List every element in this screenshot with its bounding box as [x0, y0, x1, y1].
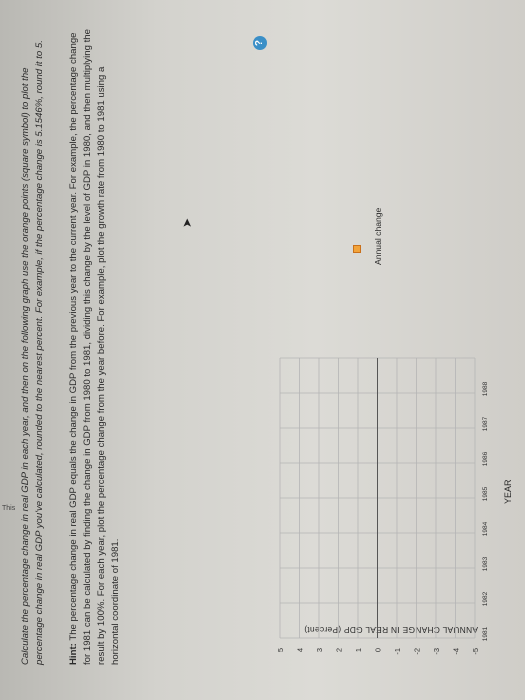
mouse-cursor-icon: ➤ [180, 217, 194, 228]
y-tick-label: -1 [393, 648, 402, 655]
question-mark-icon[interactable]: ? [253, 36, 267, 50]
y-tick-label: -3 [432, 648, 441, 655]
question-text: Calculate the percentage change in real GDP in each year, and then on the following graph use the orange points (square symbol) to plot the percentage change in real GDP you've calculated, rounded to the nearest percent. For example, if the percentage change is 5.1546%, round it to 5. [20, 40, 45, 665]
y-tick-label: -5 [471, 648, 480, 655]
hint-paragraph [67, 25, 123, 665]
y-tick-labels [276, 648, 480, 655]
legend-label: Annual change [373, 207, 383, 265]
x-tick-label: 1985 [482, 486, 489, 502]
y-tick-label: 4 [295, 648, 305, 653]
x-tick-label: 1982 [482, 591, 489, 607]
y-tick-label: 0 [373, 648, 383, 653]
orange-square-point-tool[interactable] [353, 245, 361, 253]
x-axis-label: YEAR [503, 479, 513, 504]
x-tick-label: 1983 [482, 556, 489, 572]
graph-panel [180, 0, 520, 690]
x-tick-labels [482, 381, 489, 641]
chart-svg[interactable] [245, 0, 520, 690]
y-tick-label: 1 [354, 648, 363, 653]
x-tick-label: 1986 [482, 451, 489, 467]
y-tick-label: -2 [412, 648, 422, 655]
y-tick-label: -4 [451, 648, 461, 655]
truncated-text: This [2, 505, 16, 512]
x-tick-label: 1988 [482, 381, 489, 397]
hint-text: The percentage change in real GDP equals the change in GDP from the previous year to the current year. For example, the percentage change for 1981 can be calculated by finding the change in GDP from 1980 to 1981, dividing this change by the level of GDP in 1980, and then multiplying the result by 100%. For each year, plot the percentage change from the year before. For example, plot the growth rate from 1980 to 1981 using a horizontal coordinate of 1981. [68, 29, 121, 665]
grid-lines [280, 358, 475, 638]
hint-label: Hint: [68, 643, 79, 665]
y-tick-label: 5 [276, 648, 285, 653]
y-tick-label: 2 [334, 648, 344, 653]
y-axis-label: ANNUAL CHANGE IN REAL GDP (Percent) [304, 625, 479, 635]
x-tick-label: 1984 [482, 521, 489, 537]
x-tick-label: 1987 [482, 416, 489, 432]
worksheet [5, 0, 520, 690]
y-tick-label: 3 [315, 648, 324, 653]
x-tick-label: 1981 [482, 626, 489, 642]
